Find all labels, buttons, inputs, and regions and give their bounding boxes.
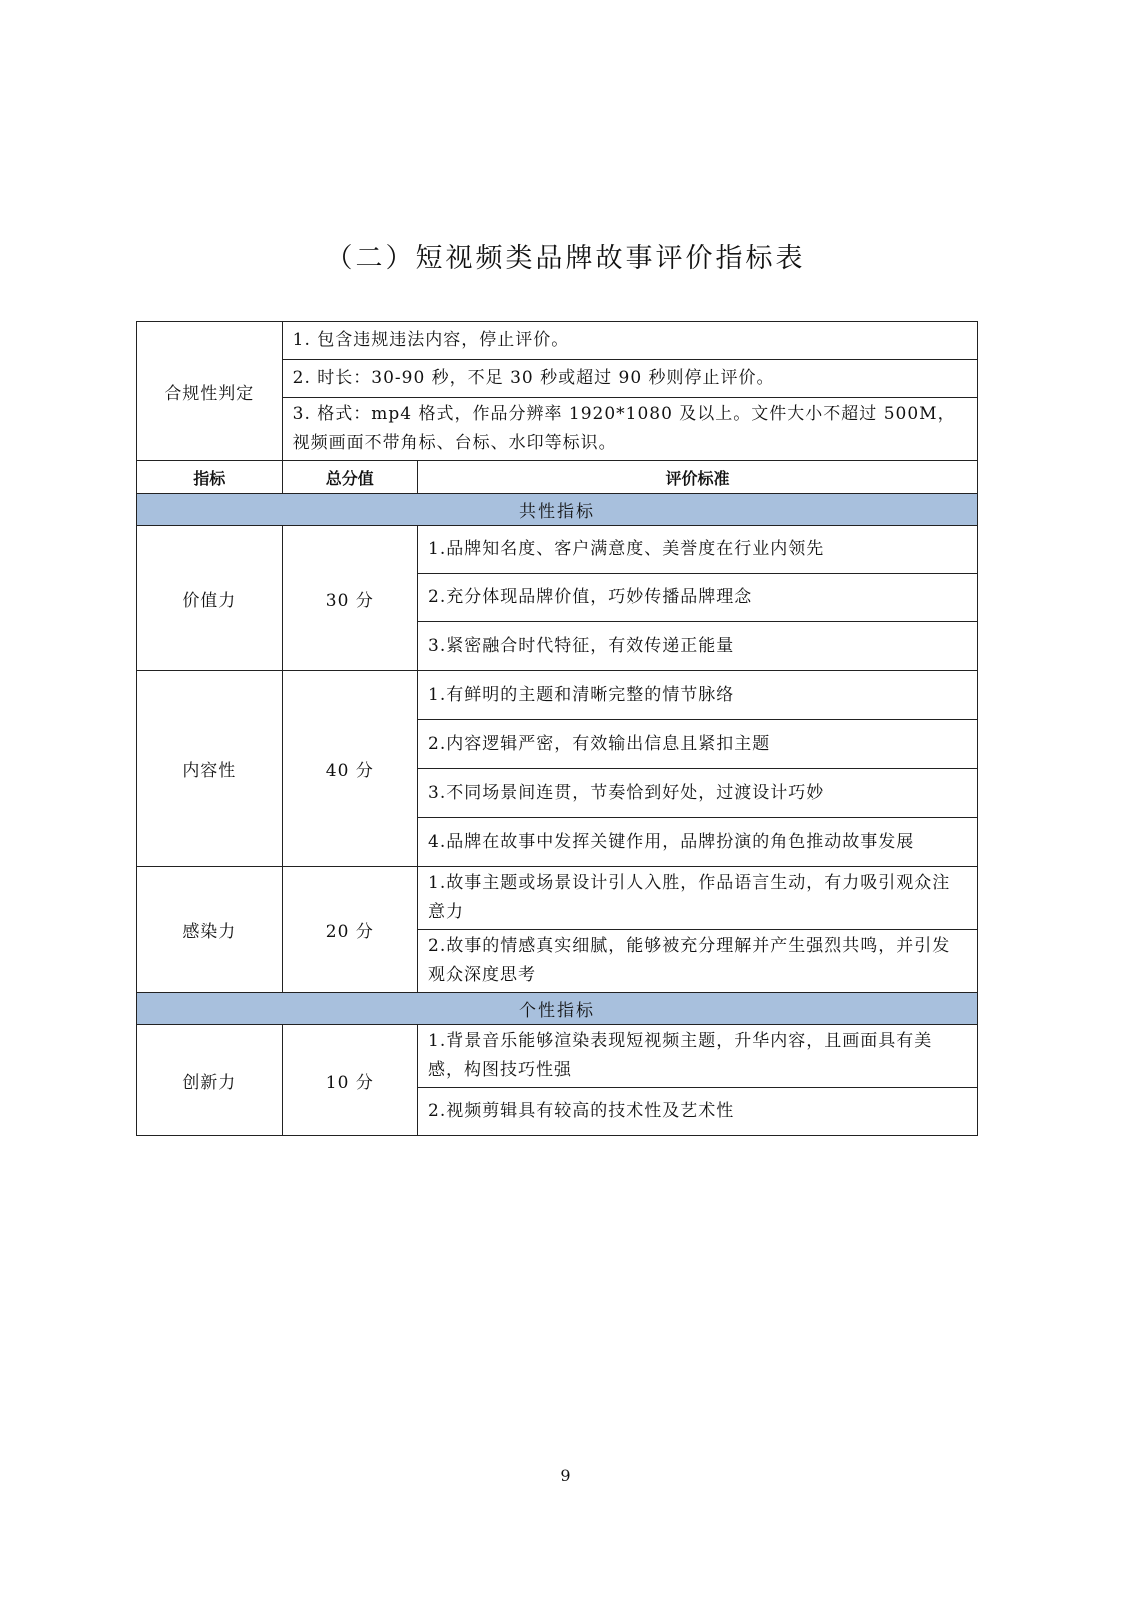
indicator-score: 10 分 [282, 1025, 417, 1136]
criteria-item: 4.品牌在故事中发挥关键作用，品牌扮演的角色推动故事发展 [418, 818, 978, 867]
indicator-name: 内容性 [137, 671, 283, 867]
section-individual-indicators: 个性指标 [137, 993, 978, 1025]
evaluation-table [136, 321, 978, 1136]
criteria-item: 1.故事主题或场景设计引人入胜，作品语言生动，有力吸引观众注意力 [418, 867, 978, 930]
section-common-indicators: 共性指标 [137, 494, 978, 526]
indicator-name: 创新力 [137, 1025, 283, 1136]
header-score: 总分值 [282, 461, 417, 494]
compliance-item: 1. 包含违规违法内容，停止评价。 [282, 322, 977, 360]
header-indicator: 指标 [137, 461, 283, 494]
criteria-item: 1.背景音乐能够渲染表现短视频主题，升华内容，且画面具有美感，构图技巧性强 [418, 1025, 978, 1088]
criteria-item: 3.不同场景间连贯，节奏恰到好处，过渡设计巧妙 [418, 769, 978, 818]
compliance-item: 2. 时长：30-90 秒，不足 30 秒或超过 90 秒则停止评价。 [282, 360, 977, 398]
page-title: （二）短视频类品牌故事评价指标表 [325, 243, 806, 274]
criteria-item: 2.内容逻辑严密，有效输出信息且紧扣主题 [418, 720, 978, 769]
header-criteria: 评价标准 [418, 461, 978, 494]
compliance-item: 3. 格式：mp4 格式，作品分辨率 1920*1080 及以上。文件大小不超过 500M，视频画面不带角标、台标、水印等标识。 [282, 398, 977, 461]
indicator-name: 价值力 [137, 526, 283, 671]
criteria-item: 3.紧密融合时代特征，有效传递正能量 [418, 622, 978, 671]
compliance-label: 合规性判定 [137, 322, 283, 461]
criteria-item: 2.视频剪辑具有较高的技术性及艺术性 [418, 1088, 978, 1136]
criteria-item: 1.有鲜明的主题和清晰完整的情节脉络 [418, 671, 978, 720]
page-number: 9 [560, 1466, 571, 1485]
criteria-item: 1.品牌知名度、客户满意度、美誉度在行业内领先 [418, 526, 978, 574]
criteria-item: 2.故事的情感真实细腻，能够被充分理解并产生强烈共鸣，并引发观众深度思考 [418, 930, 978, 993]
indicator-name: 感染力 [137, 867, 283, 993]
indicator-score: 30 分 [282, 526, 417, 671]
criteria-item: 2.充分体现品牌价值，巧妙传播品牌理念 [418, 574, 978, 622]
indicator-score: 20 分 [282, 867, 417, 993]
indicator-score: 40 分 [282, 671, 417, 867]
